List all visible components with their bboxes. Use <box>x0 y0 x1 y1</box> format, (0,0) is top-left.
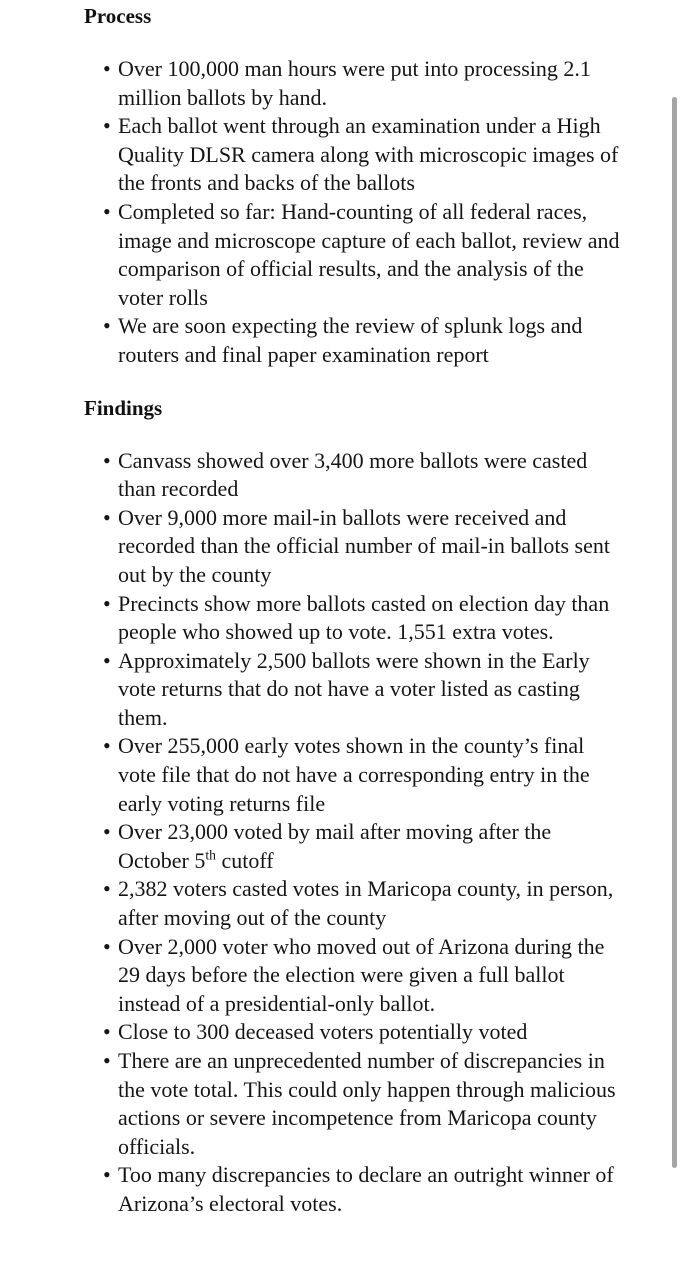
section-heading: Findings <box>84 395 163 420</box>
bullet-item: • Over 255,000 early votes shown in the county’s final vote file that do not have a corresponding entry in the early voting returns file <box>84 732 626 818</box>
superscript-text: th <box>205 847 216 863</box>
bullet-item: • Over 100,000 man hours were put into processing 2.1 million ballots by hand. <box>84 55 626 112</box>
bullet-item: • 2,382 voters casted votes in Maricopa county, in person, after moving out of the county <box>84 875 626 932</box>
bullet-item: • Too many discrepancies to declare an outright winner of Arizona’s electoral votes. <box>84 1161 626 1218</box>
section-heading: Process <box>84 4 152 28</box>
bullet-item: • Over 2,000 voter who moved out of Arizona during the 29 days before the election were given a full ballot instead of a presidential-only ballot. <box>84 933 626 1019</box>
scrollbar-thumb[interactable] <box>672 97 677 1168</box>
bullet-item: • Close to 300 deceased voters potentially voted <box>84 1018 626 1047</box>
bullet-list <box>84 447 626 1219</box>
document-section <box>84 2 626 370</box>
bullet-item: • Completed so far: Hand-counting of all federal races, image and microscope capture of each ballot, review and comparison of official results, and the analysis of the voter rolls <box>84 198 626 312</box>
document-section <box>84 394 626 1219</box>
bullet-item: • Over 9,000 more mail-in ballots were received and recorded than the official number of mail-in ballots sent out by the county <box>84 504 626 590</box>
bullet-item: • There are an unprecedented number of discrepancies in the vote total. This could only happen through malicious actions or severe incompetence from Maricopa county officials. <box>84 1047 626 1161</box>
bullet-item: • We are soon expecting the review of splunk logs and routers and final paper examination report <box>84 312 626 369</box>
document-content <box>84 2 626 1243</box>
bullet-list <box>84 55 626 370</box>
bullet-item: • Precincts show more ballots casted on election day than people who showed up to vote. 1,551 extra votes. <box>84 590 626 647</box>
bullet-item: • Approximately 2,500 ballots were shown in the Early vote returns that do not have a voter listed as casting them. <box>84 647 626 733</box>
bullet-item: • Over 23,000 voted by mail after moving after the October 5th cutoff <box>84 818 626 875</box>
bullet-item: • Each ballot went through an examination under a High Quality DLSR camera along with microscopic images of the fronts and backs of the ballots <box>84 112 626 198</box>
bullet-item: • Canvass showed over 3,400 more ballots were casted than recorded <box>84 447 626 504</box>
